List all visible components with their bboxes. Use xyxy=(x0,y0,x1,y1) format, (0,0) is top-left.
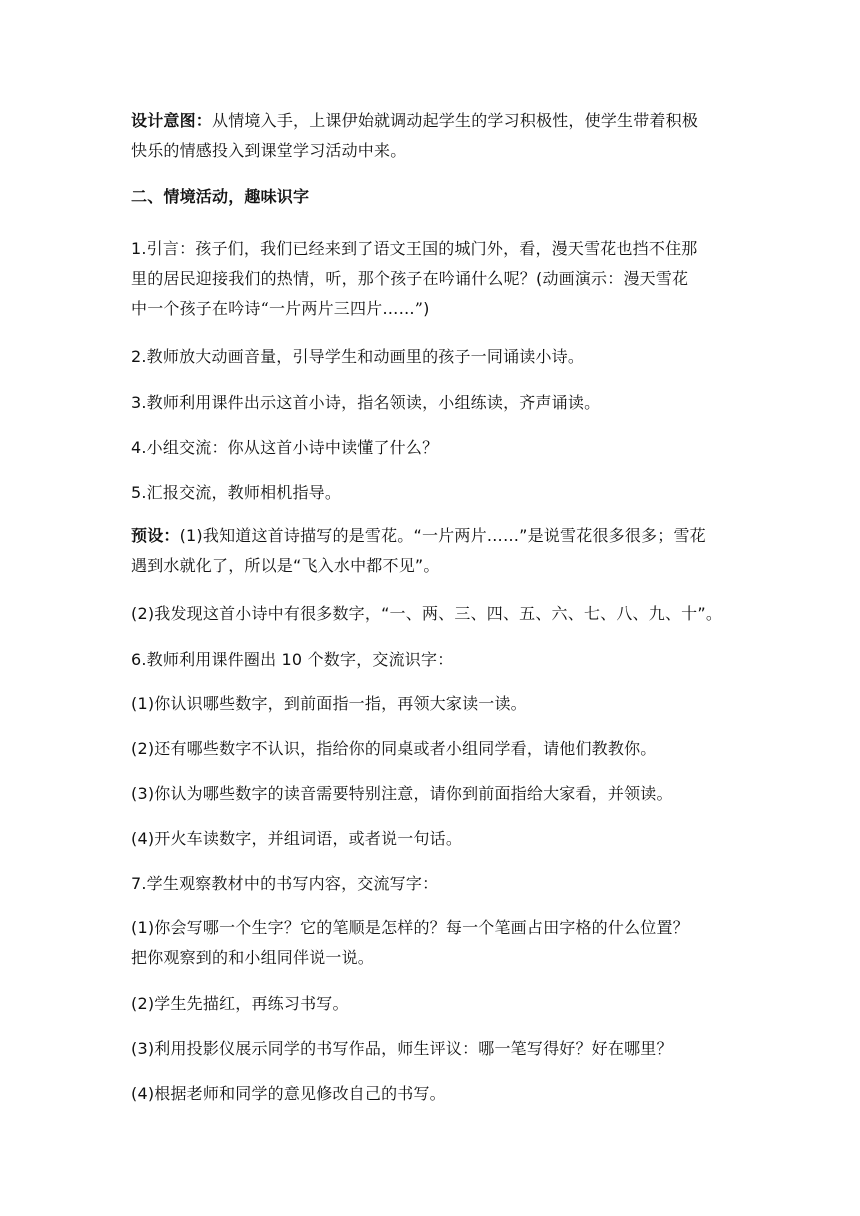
item-6-sub-4: (4)开火车读数字，并组词语，或者说一句话。 xyxy=(131,829,463,848)
item-7-sub-2: (2)学生先描红，再练习书写。 xyxy=(131,994,349,1013)
preset-2: (2)我发现这首小诗中有很多数字，“一、两、三、四、五、六、七、八、九、十”。 xyxy=(131,604,723,623)
design-intent-label: 设计意图： xyxy=(131,111,213,130)
item-1-animation-note: 动画演示：漫天雪花 xyxy=(542,269,689,288)
item-7: 7.学生观察教材中的书写内容，交流写字： xyxy=(131,874,439,893)
item-7-sub-1 xyxy=(131,913,731,973)
item-6-sub-3: (3)你认为哪些数字的读音需要特别注意，请你到前面指给大家看，并领读。 xyxy=(131,784,673,803)
item-7-sub-4: (4)根据老师和同学的意见修改自己的书写。 xyxy=(131,1084,446,1103)
item-7-sub-1-line-2: 把你观察到的和小组同伴说一说。 xyxy=(131,948,375,967)
item-1-line-2: 里的居民迎接我们的热情，听，那个孩子在吟诵什么呢？( xyxy=(131,269,543,288)
item-4: 4.小组交流：你从这首小诗中读懂了什么？ xyxy=(131,438,439,457)
preset-text-line2: 遇到水就化了，所以是“飞入水中都不见”。 xyxy=(131,556,440,575)
design-intent-text: 从情境入手，上课伊始就调动起学生的学习积极性，使学生带着积极 xyxy=(212,111,699,130)
design-intent-paragraph xyxy=(131,106,731,166)
item-6-sub-1: (1)你认识哪些数字，到前面指一指，再领大家读一读。 xyxy=(131,694,527,713)
item-1-animation-note-cont: 中一个孩子在吟诗“一片两片三四片……” xyxy=(131,299,424,318)
item-6-sub-2: (2)还有哪些数字不认识，指给你的同桌或者小组同学看，请他们教教你。 xyxy=(131,739,657,758)
item-5: 5.汇报交流，教师相机指导。 xyxy=(131,483,342,502)
item-6: 6.教师利用课件圈出 10 个数字，交流识字： xyxy=(131,650,454,669)
preset-text: (1)我知道这首诗描写的是雪花。“一片两片……”是说雪花很多很多；雪花 xyxy=(179,526,706,545)
item-7-sub-1-line-1: (1)你会写哪一个生字？它的笔顺是怎样的？每一个笔画占田字格的什么位置？ xyxy=(131,918,689,937)
item-1-close-paren: ) xyxy=(423,299,430,318)
item-7-sub-3: (3)利用投影仪展示同学的书写作品，师生评议：哪一笔写得好？好在哪里？ xyxy=(131,1039,673,1058)
design-intent-text-line2: 快乐的情感投入到课堂学习活动中来。 xyxy=(131,141,407,160)
preset-label: 预设： xyxy=(131,526,180,545)
item-1-line-1: 1.引言：孩子们，我们已经来到了语文王国的城门外，看，漫天雪花也挡不住那 xyxy=(131,239,698,258)
section-heading: 二、情境活动，趣味识字 xyxy=(131,187,310,206)
item-2: 2.教师放大动画音量，引导学生和动画里的孩子一同诵读小诗。 xyxy=(131,347,585,366)
item-3: 3.教师利用课件出示这首小诗，指名领读，小组练读，齐声诵读。 xyxy=(131,393,601,412)
preset-paragraph xyxy=(131,521,731,581)
item-1-paragraph xyxy=(131,234,731,324)
